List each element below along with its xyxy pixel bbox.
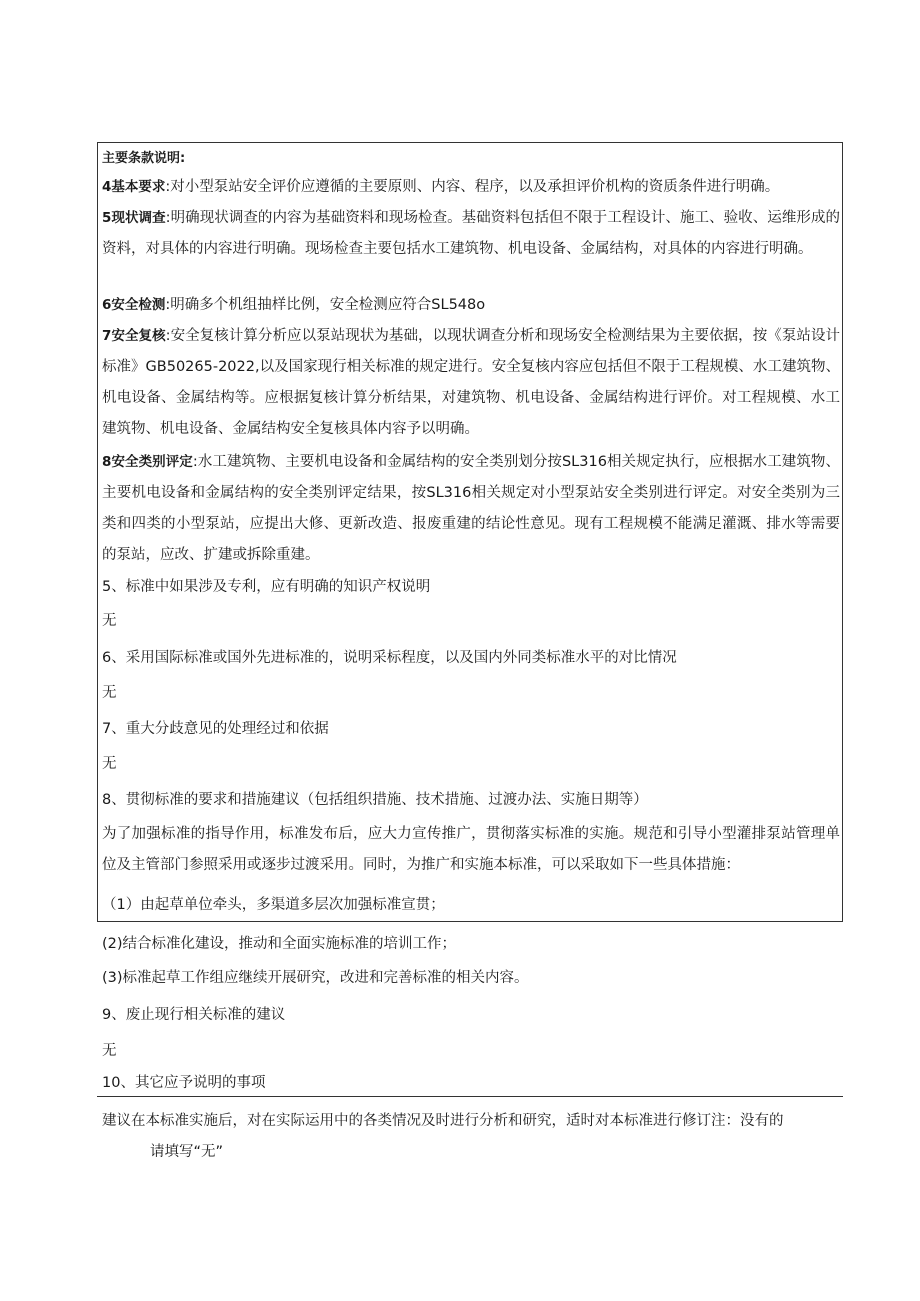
measure-2: (2)结合标准化建设，推动和全面实施标准的培训工作； [102, 936, 457, 952]
clause-text: 明确多个机组抽样比例，安全检测应符合SL548o [170, 297, 486, 313]
clause-sep: : [165, 210, 171, 226]
clause-6 [102, 290, 840, 321]
item-6-answer: 无 [102, 685, 117, 701]
item-5-heading: 5、标准中如果涉及专利，应有明确的知识产权说明 [102, 579, 431, 595]
item-10-heading: 10、其它应予说明的事项 [102, 1075, 266, 1091]
clause-text: 安全复核计算分析应以泵站现状为基础，以现状调查分析和现场安全检测结果为主要依据，按《泵站设计标准》GB50265-2022,以及国家现行相关标准的规定进行。安全复核内容应包括但不限于工程规模、水工建筑物、机电设备、金属结构等。应根据复核计算分析结果，对建筑物、机电设备、金属结构进行评价。对工程规模、水工建筑物、机电设备、金属结构安全复核具体内容予以明确。 [102, 328, 840, 437]
clause-label: 6安全检测 [102, 297, 166, 313]
clause-sep: : [165, 179, 171, 195]
clause-8 [102, 447, 840, 571]
closing-note-line1: 建议在本标准实施后，对在实际运用中的各类情况及时进行分析和研究，适时对本标准进行修订注：没有的 [102, 1113, 784, 1129]
clause-label: 4基本要求 [102, 179, 166, 195]
clause-7 [102, 321, 840, 445]
closing-note-line2: 请填写“无” [150, 1144, 224, 1160]
clause-label: 7安全复核 [102, 328, 166, 344]
item-7-answer: 无 [102, 756, 117, 772]
clause-sep: : [192, 454, 198, 470]
clause-text: 明确现状调查的内容为基础资料和现场检查。基础资料包括但不限于工程设计、施工、验收、运维形成的资料，对具体的内容进行明确。现场检查主要包括水工建筑物、机电设备、金属结构，对具体的内容进行明确。 [102, 210, 840, 257]
clause-text: 水工建筑物、主要机电设备和金属结构的安全类别划分按SL316相关规定执行，应根据水工建筑物、主要机电设备和金属结构的安全类别评定结果，按SL316相关规定对小型泵站安全类别进行评定。对安全类别为三类和四类的小型泵站，应提出大修、更新改造、报废重建的结论性意见。现有工程规模不能满足灌溉、排水等需要的泵站，应改、扩建或拆除重建。 [102, 454, 840, 563]
clause-sep: : [165, 297, 171, 313]
measure-3: (3)标准起草工作组应继续开展研究，改进和完善标准的相关内容。 [102, 970, 529, 986]
divider-line [97, 1096, 843, 1097]
clause-sep: : [165, 328, 171, 344]
implementation-text: 为了加强标准的指导作用，标准发布后，应大力宣传推广，贯彻落实标准的实施。规范和引导小型灌排泵站管理单位及主管部门参照采用或逐步过渡采用。同时，为推广和实施本标准，可以采取如下一些具体措施： [102, 826, 840, 873]
item-9-heading: 9、废止现行相关标准的建议 [102, 1007, 286, 1023]
clause-text: 对小型泵站安全评价应遵循的主要原则、内容、程序，以及承担评价机构的资质条件进行明确。 [170, 179, 780, 195]
clause-5 [102, 203, 840, 265]
clause-label: 8安全类别评定 [102, 454, 193, 470]
measure-1: （1）由起草单位牵头，多渠道多层次加强标准宣贯； [102, 897, 445, 913]
item-8-heading: 8、贯彻标准的要求和措施建议（包括组织措施、技术措施、过渡办法、实施日期等） [102, 792, 648, 808]
item-7-heading: 7、重大分歧意见的处理经过和依据 [102, 721, 329, 737]
section-title: 主要条款说明: [102, 151, 186, 166]
item-6-heading: 6、采用国际标准或国外先进标准的，说明采标程度，以及国内外同类标准水平的对比情况 [102, 650, 677, 666]
item-9-answer: 无 [102, 1043, 117, 1059]
clause-label: 5现状调查 [102, 210, 166, 226]
item-5-answer: 无 [102, 613, 117, 629]
clause-4 [102, 172, 840, 203]
